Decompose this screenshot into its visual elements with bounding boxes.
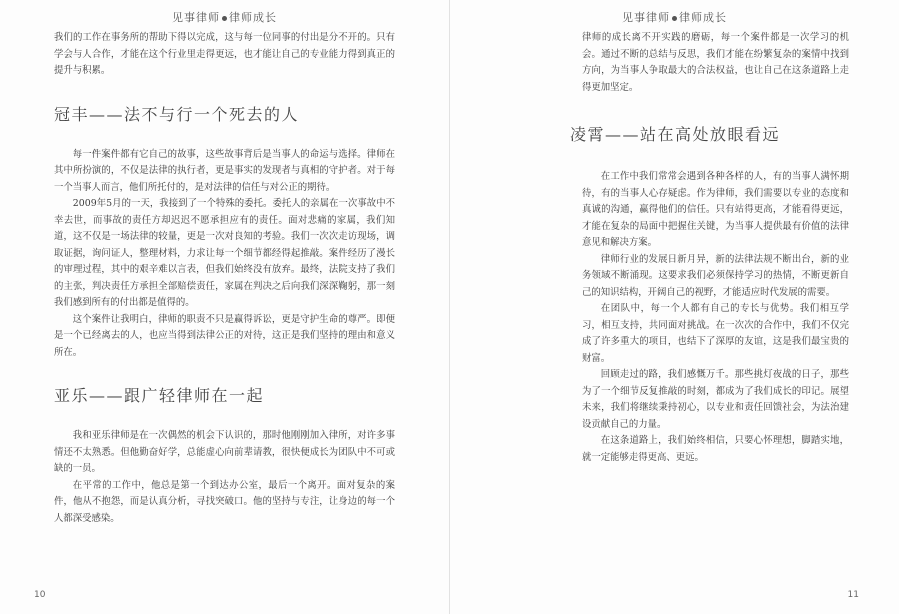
paragraph: 我和亚乐律师是在一次偶然的机会下认识的，那时他刚刚加入律所，对许多事情还不太熟悉。但他勤奋好学，总能虚心向前辈请教，很快便成长为团队中不可或缺的一员。 [54,430,395,474]
paragraph: 律师行业的发展日新月异，新的法律法规不断出台，新的业务领域不断涌现。这要求我们必须保持学习的热情，不断更新自己的知识结构，开阔自己的视野，才能适应时代发展的需要。 [582,253,849,298]
paragraph: 回顾走过的路，我们感慨万千。那些挑灯夜战的日子，那些为了一个细节反复推敲的时刻，都成为了我们成长的印记。展望未来，我们将继续秉持初心，以专业和责任回馈社会，为法治建设贡献自己的力量。 [582,369,849,430]
left-page [0,0,449,614]
section-heading: 凌霄——站在高处放眼看远 [570,125,781,144]
paragraph: 律师的成长离不开实践的磨砺，每一个案件都是一次学习的机会。通过不断的总结与反思，我们才能在纷繁复杂的案情中找到方向，为当事人争取最大的合法权益，也让自己在这条道路上走得更加坚定。 [582,32,849,93]
bullet-dot-icon [222,16,227,21]
section-heading: 亚乐——跟广轻律师在一起 [54,386,265,405]
left-page-content [54,30,395,527]
running-head-right [450,9,899,25]
running-head-left [0,9,449,25]
section-heading: 冠丰——法不与行一个死去的人 [54,104,300,124]
paragraph: 我们的工作在事务所的帮助下得以完成，这与每一位同事的付出是分不开的。只有学会与人合作，才能在这个行业里走得更远，也才能让自己的专业能力得到真正的提升与积累。 [54,32,395,76]
running-head-part2: 律师成长 [229,11,277,24]
page-number: 10 [34,590,46,600]
running-head-part1: 见事律师 [172,11,220,24]
paragraph: 在这条道路上，我们始终相信，只要心怀理想，脚踏实地，就一定能够走得更高、更远。 [582,435,849,463]
page-number: 11 [847,590,859,600]
bullet-dot-icon [672,16,677,21]
running-head-part2: 律师成长 [679,11,727,24]
paragraph: 这个案件让我明白，律师的职责不只是赢得诉讼，更是守护生命的尊严。即便是一个已经离去的人，也应当得到法律公正的对待，这正是我们坚持的理由和意义所在。 [54,313,395,358]
paragraph: 每一件案件都有它自己的故事，这些故事背后是当事人的命运与选择。律师在其中所扮演的，不仅是法律的执行者，更是事实的发现者与真相的守护者。对于每一个当事人而言，他们所托付的，是对法律的信任与对公正的期待。 [54,148,395,193]
paragraph: 2009年5月的一天，我接到了一个特殊的委托。委托人的亲属在一次事故中不幸去世，而事故的责任方却迟迟不愿承担应有的责任。面对悲痛的家属，我们知道，这不仅是一场法律的较量，更是一次对良知的考验。我们一次次走访现场，调取证据，询问证人，整理材料，力求让每一个细节都经得起推敲。案件经历了漫长的审理过程，其中的艰辛难以言表，但我们始终没有放弃。最终，法院支持了我们的主张，判决责任方承担全部赔偿责任，家属在判决之后向我们深深鞠躬，那一刻我们感到所有的付出都是值得的。 [54,198,395,308]
right-page-content [570,30,849,466]
right-page [450,0,899,614]
paragraph: 在团队中，每一个人都有自己的专长与优势。我们相互学习，相互支持，共同面对挑战。在一次次的合作中，我们不仅完成了许多重大的项目，也结下了深厚的友谊，这是我们最宝贵的财富。 [582,303,849,364]
paragraph: 在平常的工作中，他总是第一个到达办公室，最后一个离开。面对复杂的案件，他从不抱怨，而是认真分析，寻找突破口。他的坚持与专注，让身边的每一个人都深受感染。 [54,479,395,524]
paragraph: 在工作中我们常常会遇到各种各样的人，有的当事人满怀期待，有的当事人心存疑虑。作为律师，我们需要以专业的态度和真诚的沟通，赢得他们的信任。只有站得更高，才能看得更远，才能在复杂的局面中把握住关键，为当事人提供最有价值的法律意见和解决方案。 [582,171,849,248]
running-head-part1: 见事律师 [622,11,670,24]
